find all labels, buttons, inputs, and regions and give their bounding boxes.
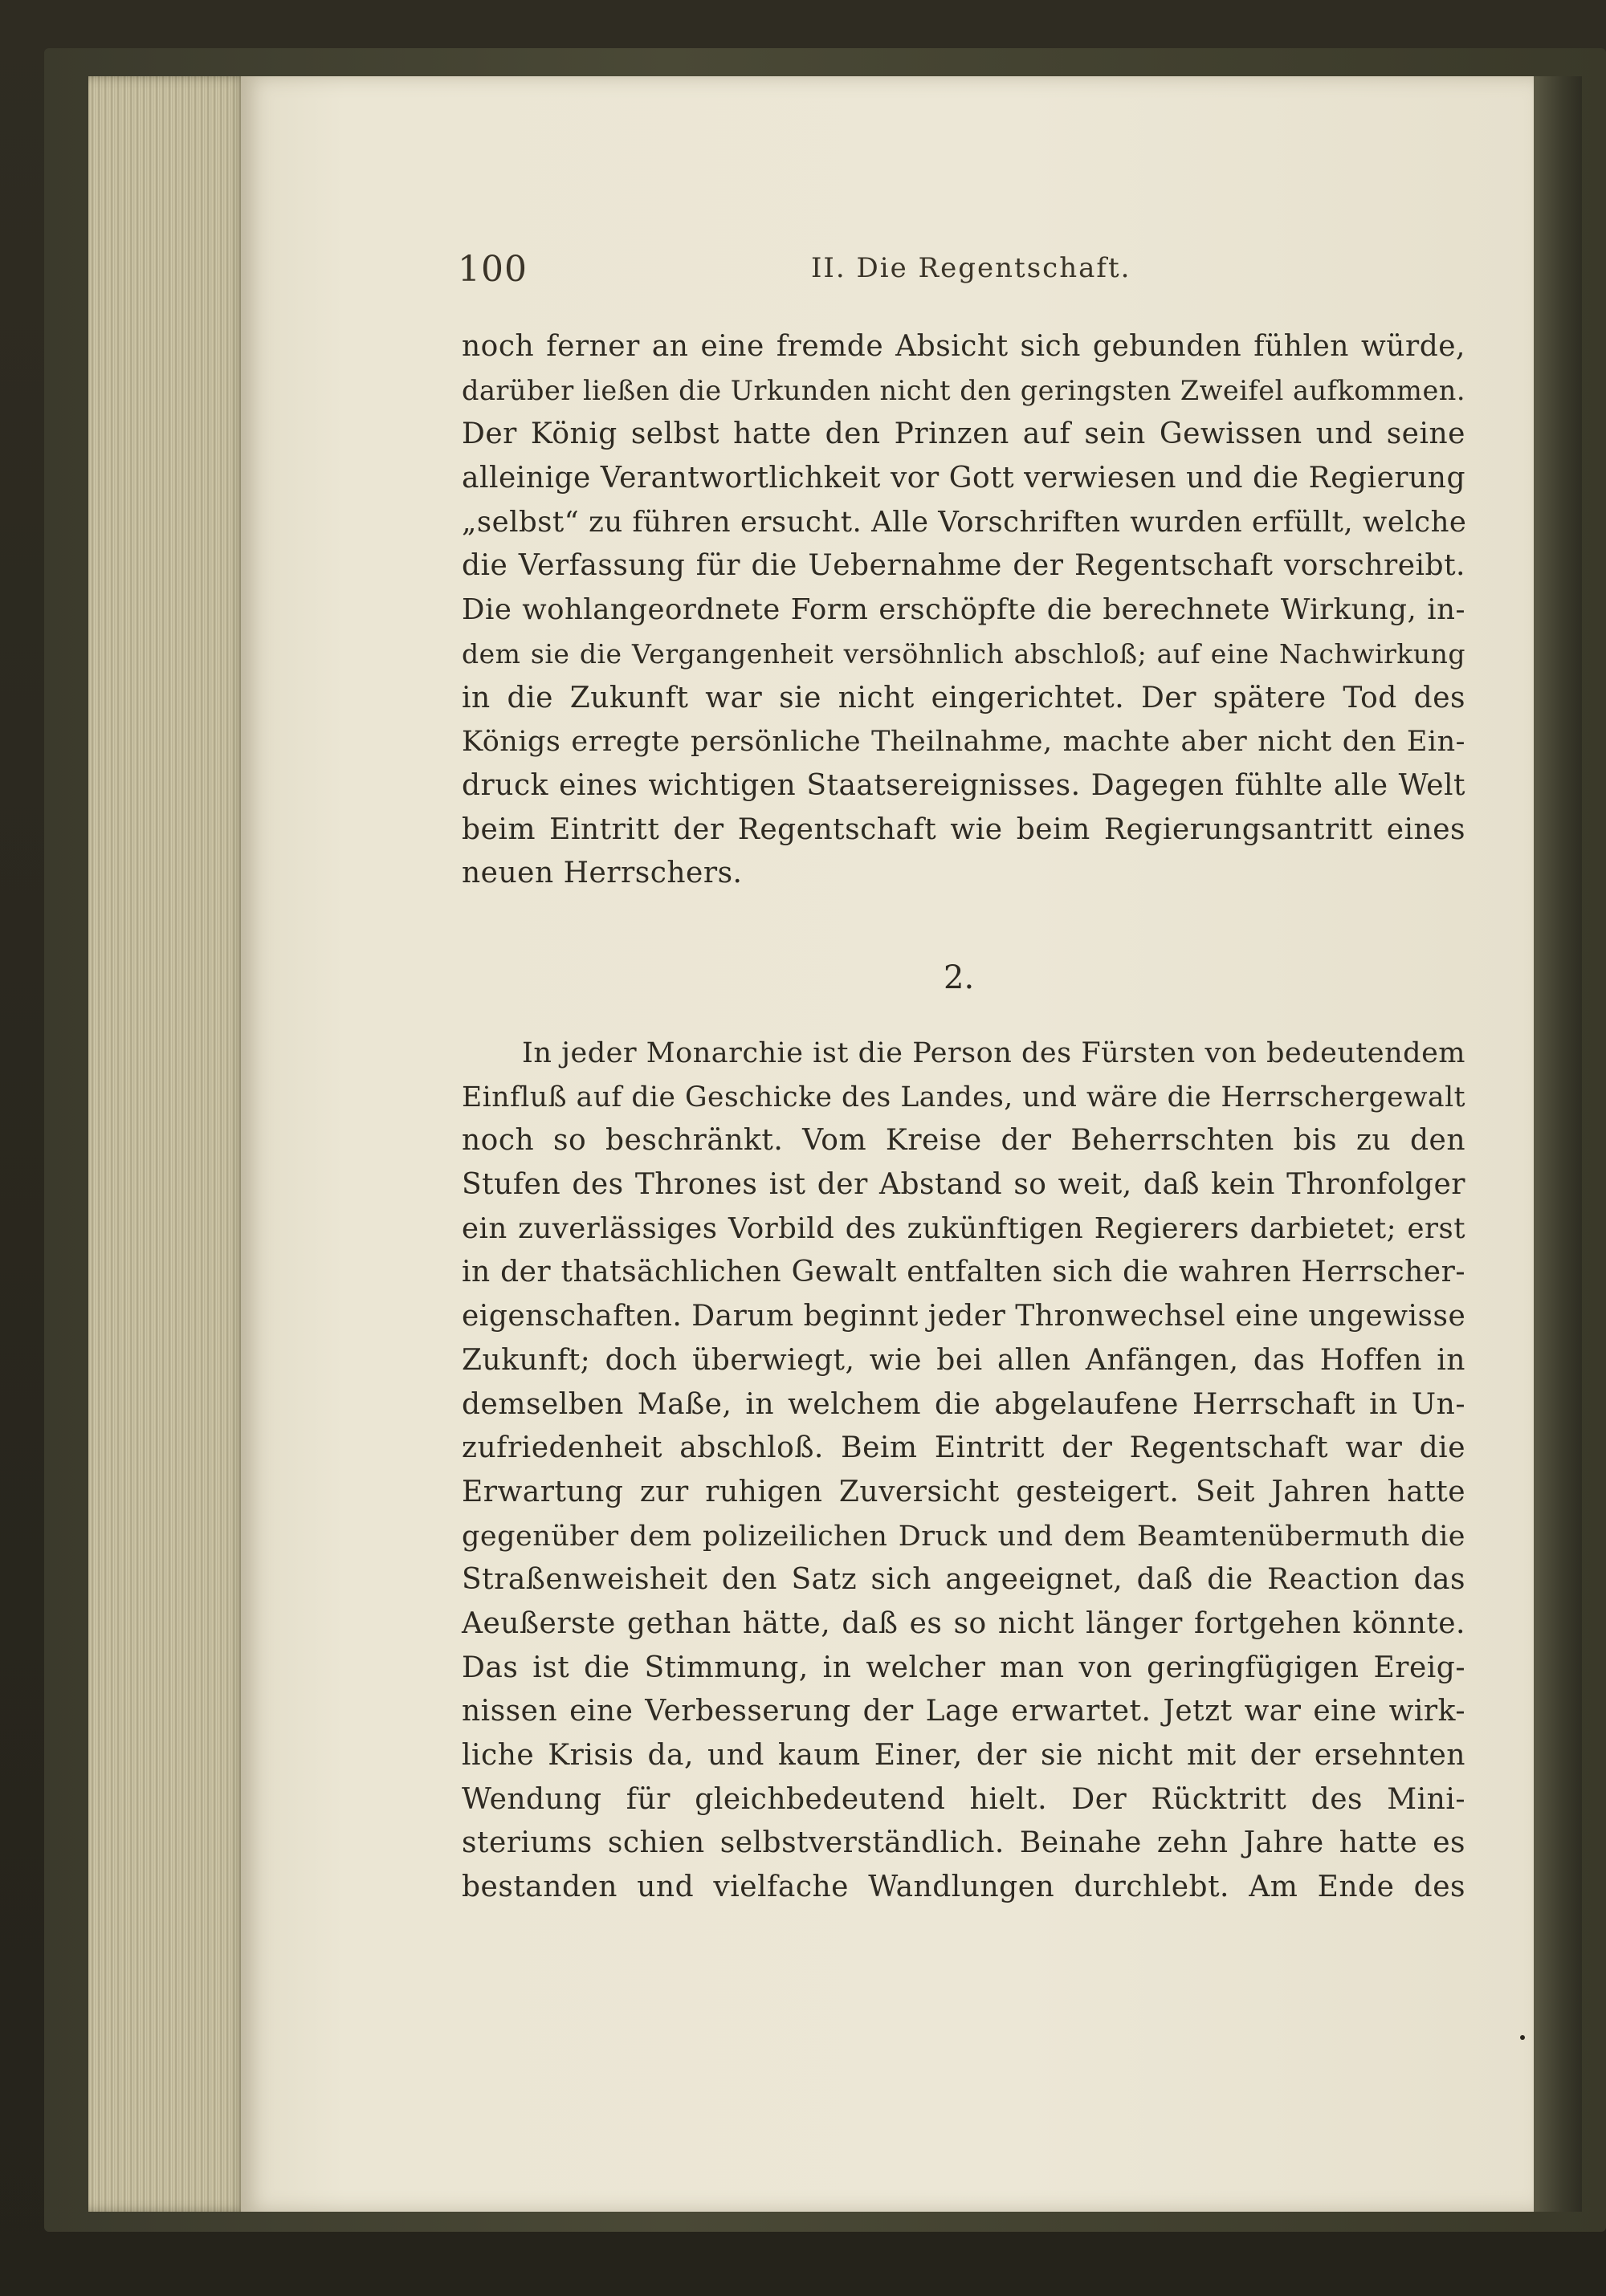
text-line: Stufen des Thrones ist der Abstand so weit, daß kein Thronfolger: [462, 1168, 1465, 1202]
text-line: demselben Maße, in welchem die abgelaufene Herrschaft in Un-: [462, 1387, 1465, 1421]
page-header: [458, 249, 1453, 289]
text-line: dem sie die Vergangenheit versöhnlich abschloß; auf eine Nachwirkung: [462, 637, 1465, 670]
right-cover-edge: [1534, 76, 1582, 2212]
text-line: alleinige Verantwortlichkeit vor Gott verwiesen und die Regierung: [462, 462, 1465, 495]
page-number: 100: [458, 249, 528, 290]
text-line: Straßenweisheit den Satz sich angeeignet, daß die Reaction das: [462, 1563, 1465, 1597]
text-line: Aeußerste gethan hätte, daß es so nicht länger fortgehen könnte.: [462, 1606, 1465, 1640]
text-line: zufriedenheit abschloß. Beim Eintritt der Regentschaft war die: [462, 1431, 1465, 1465]
running-head: II. Die Regentschaft.: [811, 252, 1131, 284]
text-line: eigenschaften. Darum beginnt jeder Thronwechsel eine ungewisse: [462, 1300, 1466, 1333]
text-line: Einfluß auf die Geschicke des Landes, und wäre die Herrschergewalt: [462, 1081, 1465, 1113]
section-number: 2.: [944, 959, 975, 996]
text-line: Die wohlangeordnete Form erschöpfte die berechnete Wirkung, in-: [462, 593, 1465, 627]
text-line: Zukunft; doch überwiegt, wie bei allen Anfängen, das Hoffen in: [462, 1343, 1465, 1377]
text-line: druck eines wichtigen Staatsereignisses. Dagegen fühlte alle Welt: [462, 768, 1465, 802]
paragraph-1: [462, 325, 1465, 896]
ink-speck: [1520, 2035, 1525, 2040]
text-line: noch ferner an eine fremde Absicht sich gebunden fühlen würde,: [462, 330, 1465, 363]
text-line: Das ist die Stimmung, in welcher man von geringfügigen Ereig-: [462, 1651, 1465, 1684]
text-line: Wendung für gleichbedeutend hielt. Der Rücktritt des Mini-: [462, 1782, 1465, 1816]
text-line: bestanden und vielfache Wandlungen durchlebt. Am Ende des: [462, 1871, 1465, 1904]
text-line: in die Zukunft war sie nicht eingerichtet. Der spätere Tod des: [462, 681, 1465, 714]
text-line: Der König selbst hatte den Prinzen auf sein Gewissen und seine: [462, 417, 1465, 451]
text-line: Erwartung zur ruhigen Zuversicht gesteigert. Seit Jahren hatte: [462, 1475, 1465, 1508]
text-line: beim Eintritt der Regentschaft wie beim Regierungsantritt eines: [462, 812, 1465, 846]
text-line: ein zuverlässiges Vorbild des zukünftigen Regierers darbietet; erst: [462, 1211, 1465, 1245]
text-line: steriums schien selbstverständlich. Beinahe zehn Jahre hatte es: [462, 1826, 1465, 1860]
text-line: in der thatsächlichen Gewalt entfalten sich die wahren Herrscher-: [462, 1256, 1465, 1289]
text-line: neuen Herrschers.: [462, 857, 743, 890]
text-line: die Verfassung für die Uebernahme der Regentschaft vorschreibt.: [462, 549, 1465, 583]
text-line: Königs erregte persönliche Theilnahme, machte aber nicht den Ein-: [462, 726, 1465, 759]
text-line: liche Krisis da, und kaum Einer, der sie nicht mit der ersehnten: [462, 1739, 1465, 1772]
text-line: darüber ließen die Urkunden nicht den geringsten Zweifel aufkommen.: [462, 374, 1465, 406]
page-edges: [88, 76, 249, 2212]
text-line: noch so beschränkt. Vom Kreise der Beherrschten bis zu den: [462, 1124, 1465, 1158]
text-line: „selbst“ zu führen ersucht. Alle Vorschriften wurden erfüllt, welche: [462, 505, 1467, 539]
text-line: gegenüber dem polizeilichen Druck und dem Beamtenübermuth die: [462, 1520, 1465, 1553]
paragraph-2: [462, 1032, 1465, 1910]
text-line: nissen eine Verbesserung der Lage erwartet. Jetzt war eine wirk-: [462, 1695, 1465, 1728]
text-line: In jeder Monarchie ist die Person des Fürsten von bedeutendem: [522, 1037, 1465, 1069]
